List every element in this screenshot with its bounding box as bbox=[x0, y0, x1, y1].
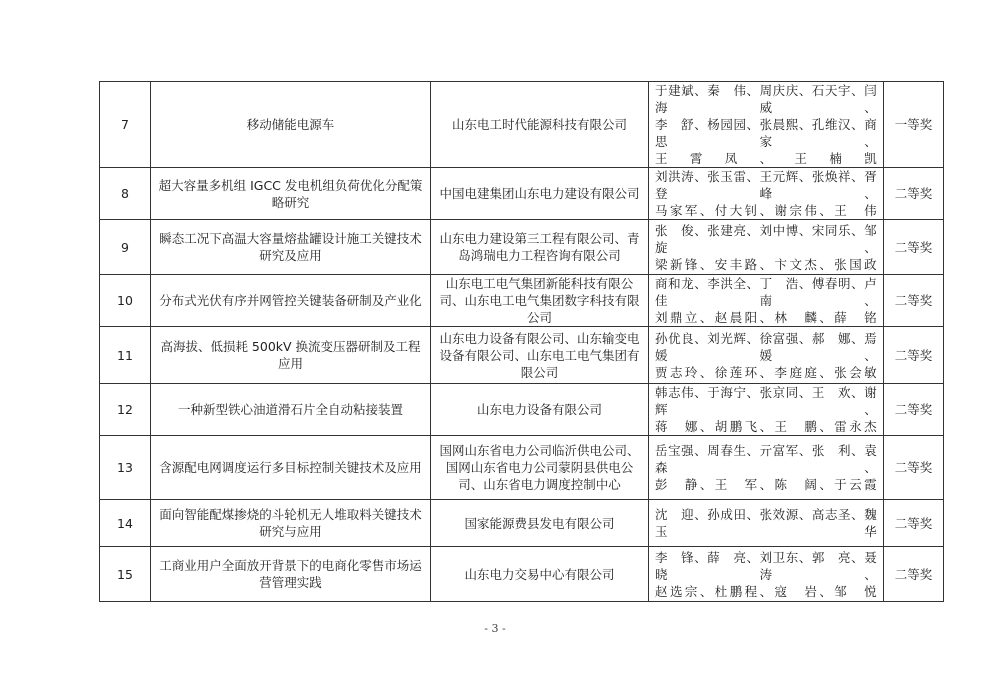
project-name: 高海拔、低损耗 500kV 换流变压器研制及工程应用 bbox=[151, 327, 431, 384]
award-level: 一等奖 bbox=[884, 82, 944, 168]
organization: 国网山东省电力公司临沂供电公司、国网山东省电力公司蒙阴县供电公司、山东省电力调度控制中心 bbox=[431, 436, 649, 500]
contributors-line: 张 俊、张建亮、刘中博、宋同乐、邹 旋、 bbox=[655, 222, 890, 255]
award-level: 二等奖 bbox=[884, 384, 944, 436]
contributors-line: 刘鼎立、赵晨阳、林 麟、薛 铭 bbox=[655, 310, 877, 325]
contributors-line: 李 舒、杨园园、张晨熙、孔维汉、商思家、 bbox=[655, 117, 877, 149]
awards-table-body bbox=[100, 82, 944, 602]
contributors bbox=[649, 500, 884, 547]
contributors-line: 李 锋、薛 亮、刘卫东、郭 亮、聂晓涛、 bbox=[655, 549, 877, 582]
contributors bbox=[649, 82, 884, 168]
table-row bbox=[100, 384, 944, 436]
award-level: 二等奖 bbox=[884, 275, 944, 327]
table-row bbox=[100, 168, 944, 220]
organization: 中国电建集团山东电力建设有限公司 bbox=[431, 168, 649, 220]
project-name: 含源配电网调度运行多目标控制关键技术及应用 bbox=[151, 436, 431, 500]
table-row bbox=[100, 500, 944, 547]
contributors-line: 刘洪涛、张玉雷、王元辉、张焕祥、胥登峰、 bbox=[655, 169, 877, 201]
contributors bbox=[649, 168, 884, 220]
table-row bbox=[100, 82, 944, 168]
contributors-line: 贾志玲、徐莲环、李庭庭、张会敏 bbox=[655, 364, 877, 380]
project-name: 工商业用户全面放开背景下的电商化零售市场运营管理实践 bbox=[151, 547, 431, 602]
organization: 山东电工时代能源科技有限公司 bbox=[431, 82, 649, 168]
award-level: 二等奖 bbox=[884, 220, 944, 275]
organization: 山东电工电气集团新能科技有限公司、山东电工电气集团数字科技有限公司 bbox=[431, 275, 649, 327]
contributors-line: 彭 静、王 军、陈 阔、于云霞 bbox=[655, 477, 877, 492]
organization: 国家能源费县发电有限公司 bbox=[431, 500, 649, 547]
project-name: 分布式光伏有序并网管控关键装备研制及产业化 bbox=[151, 275, 431, 327]
row-number: 10 bbox=[100, 275, 151, 327]
contributors bbox=[649, 327, 884, 384]
row-number: 9 bbox=[100, 220, 151, 275]
contributors bbox=[649, 275, 884, 327]
row-number: 14 bbox=[100, 500, 151, 547]
contributors-line: 商和龙、李洪全、丁 浩、傅春明、卢佳南、 bbox=[655, 276, 877, 308]
award-level: 二等奖 bbox=[884, 168, 944, 220]
page-number: - 3 - bbox=[484, 622, 506, 635]
organization: 山东电力建设第三工程有限公司、青岛鸿瑞电力工程咨询有限公司 bbox=[431, 220, 649, 275]
contributors bbox=[649, 436, 890, 500]
contributors-line: 蒋 娜、胡鹏飞、王 鹏、雷永杰 bbox=[655, 419, 877, 434]
project-name: 面向智能配煤掺烧的斗轮机无人堆取料关键技术研究与应用 bbox=[151, 500, 431, 547]
contributors-line: 岳宝强、周春生、亓富军、张 利、袁 森、 bbox=[655, 443, 890, 475]
table-row bbox=[100, 327, 944, 384]
project-name: 超大容量多机组 IGCC 发电机组负荷优化分配策略研究 bbox=[151, 168, 431, 220]
row-number: 8 bbox=[100, 168, 151, 220]
organization: 山东电力交易中心有限公司 bbox=[431, 547, 649, 602]
contributors-line: 王霄凤、王楠凯 bbox=[655, 151, 877, 166]
contributors-line: 赵选宗、杜鹏程、寇 岩、邹 悦 bbox=[655, 583, 877, 599]
row-number: 15 bbox=[100, 547, 151, 602]
contributors-line: 沈 迎、孙成田、张效源、高志圣、魏玉华 bbox=[655, 507, 877, 539]
contributors-line: 韩志伟、于海宁、张京同、王 欢、谢 辉、 bbox=[655, 385, 890, 417]
table-row bbox=[100, 436, 944, 500]
organization: 山东电力设备有限公司 bbox=[431, 384, 649, 436]
table-row bbox=[100, 220, 944, 275]
contributors bbox=[649, 547, 884, 602]
award-level: 二等奖 bbox=[884, 327, 944, 384]
table-row bbox=[100, 275, 944, 327]
row-number: 13 bbox=[100, 436, 151, 500]
contributors-line: 梁新锋、安丰路、卞文杰、张国政 bbox=[655, 256, 877, 272]
project-name: 瞬态工况下高温大容量熔盐罐设计施工关键技术研究及应用 bbox=[151, 220, 431, 275]
award-level: 二等奖 bbox=[884, 500, 944, 547]
row-number: 12 bbox=[100, 384, 151, 436]
project-name: 移动储能电源车 bbox=[151, 82, 431, 168]
project-name: 一种新型铁心油道滑石片全自动粘接装置 bbox=[151, 384, 431, 436]
contributors-line: 孙优良、刘光辉、徐富强、郝 娜、焉媛媛、 bbox=[655, 330, 877, 363]
award-level: 二等奖 bbox=[884, 547, 944, 602]
contributors-line: 于建斌、秦 伟、周庆庆、石天宇、闫海威、 bbox=[655, 83, 877, 115]
row-number: 7 bbox=[100, 82, 151, 168]
contributors bbox=[649, 220, 890, 275]
awards-table bbox=[99, 81, 944, 602]
award-level: 二等奖 bbox=[884, 436, 944, 500]
organization: 山东电力设备有限公司、山东输变电设备有限公司、山东电工电气集团有限公司 bbox=[431, 327, 649, 384]
contributors-line: 马家军、付大钊、谢宗伟、王 伟 bbox=[655, 203, 877, 218]
table-row bbox=[100, 547, 944, 602]
contributors bbox=[649, 384, 890, 436]
row-number: 11 bbox=[100, 327, 151, 384]
